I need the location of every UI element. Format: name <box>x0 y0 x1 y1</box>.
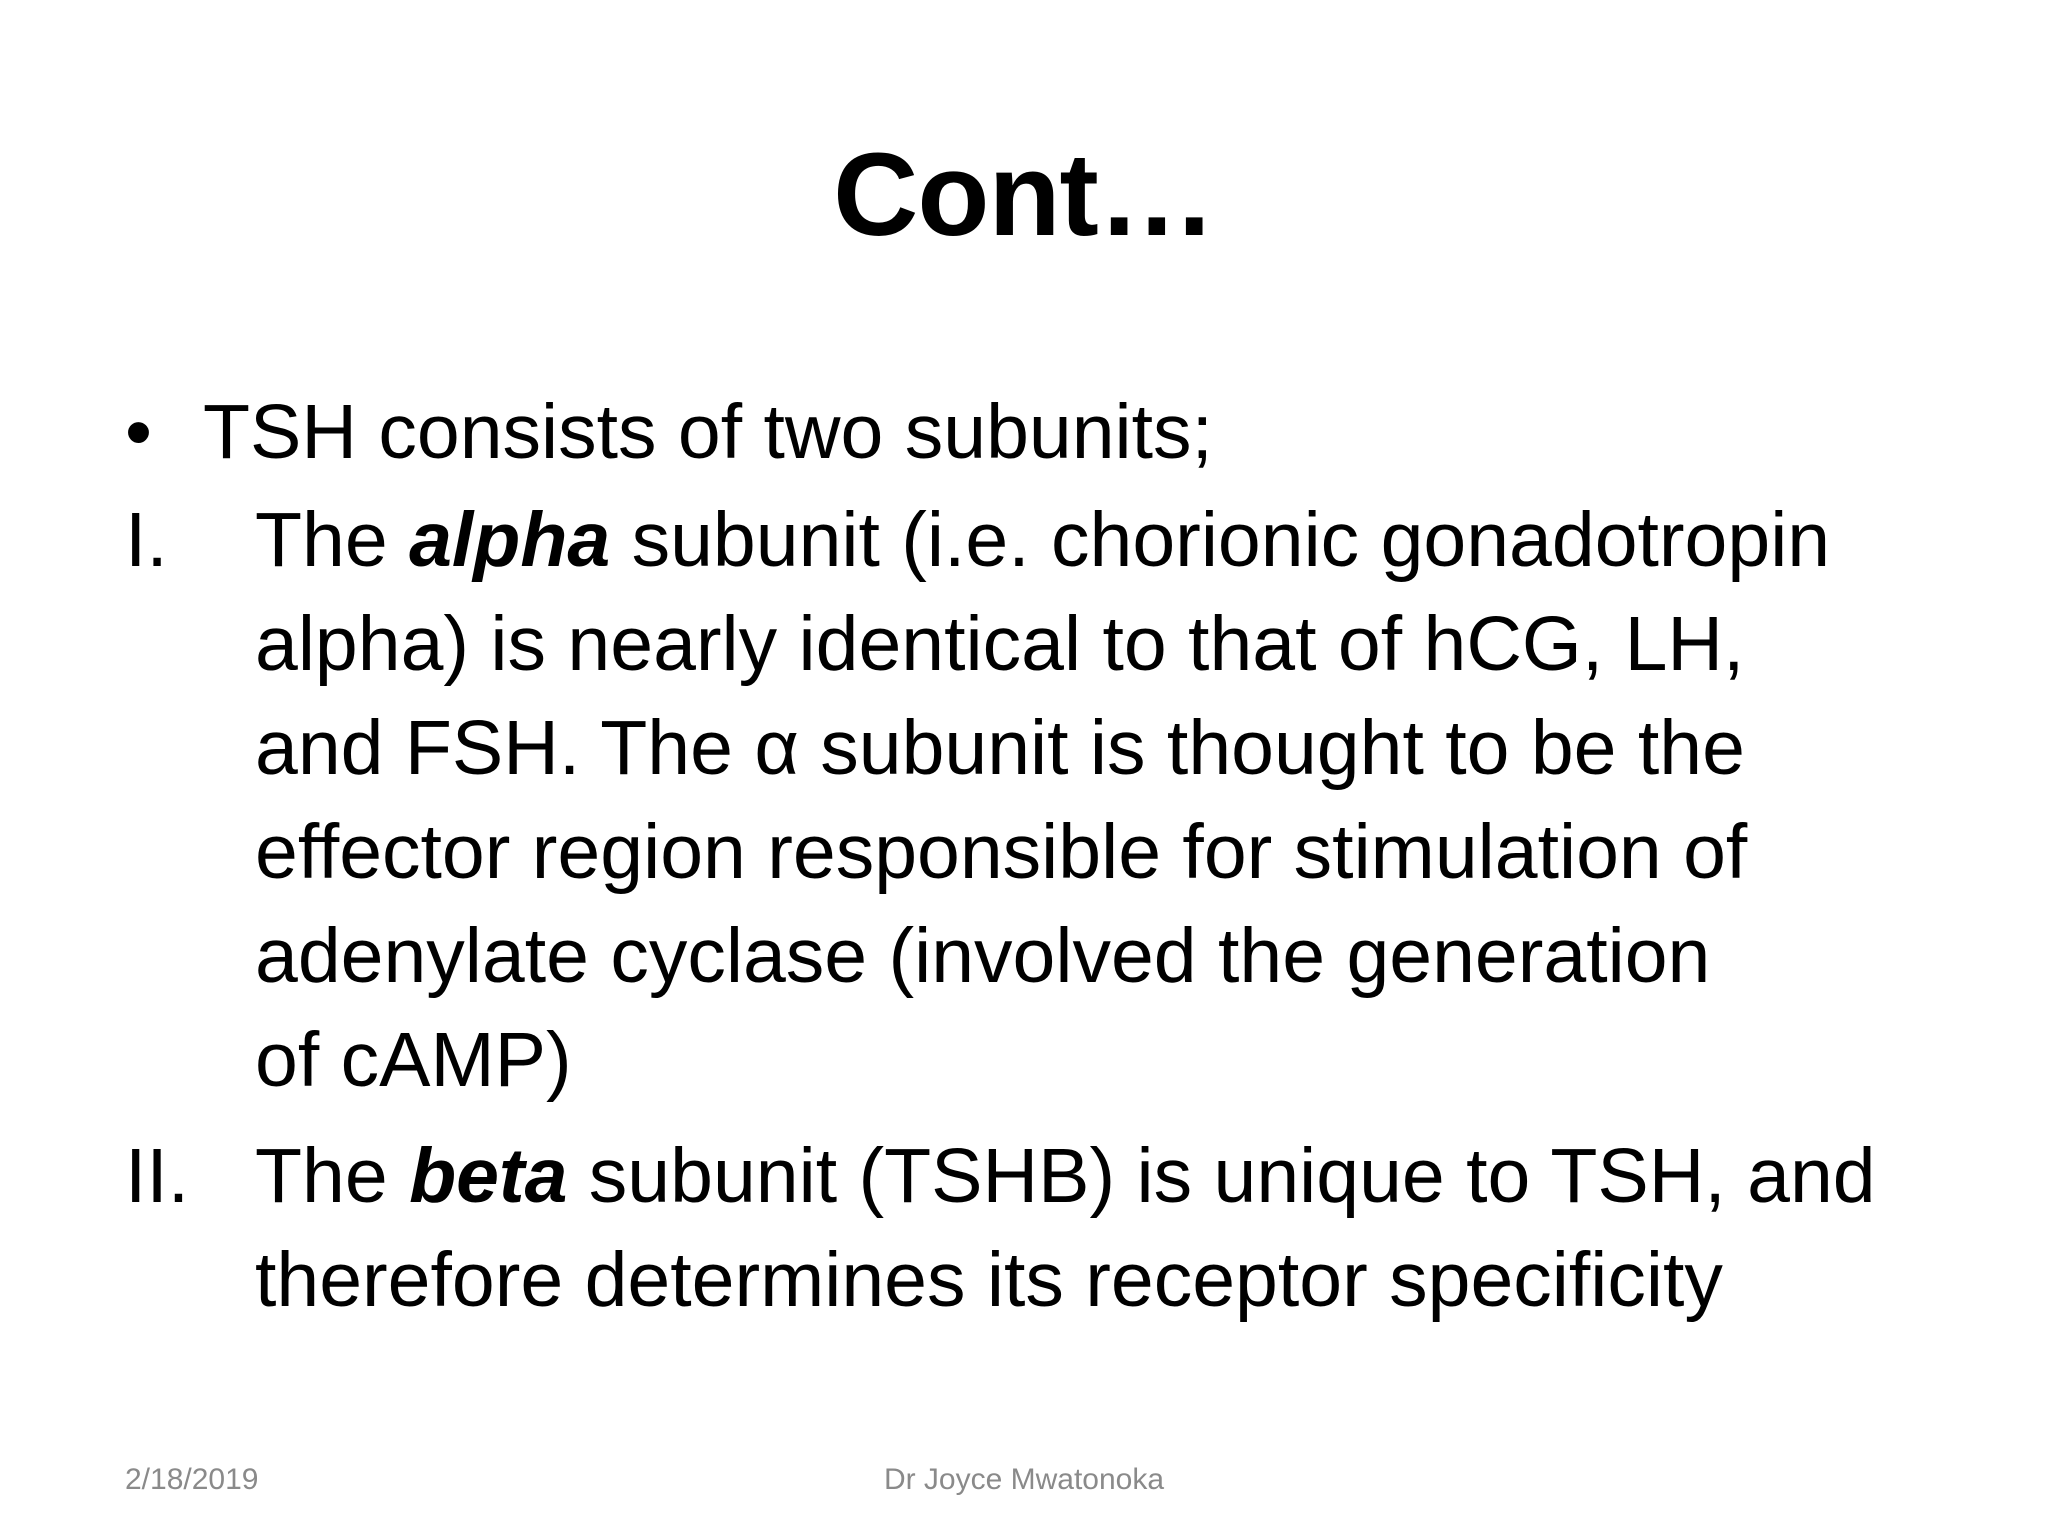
numbered-item-line: alpha) is nearly identical to that of hCG, LH, <box>255 601 1745 687</box>
numbered-item-2 <box>125 1124 1945 1332</box>
numbered-item-line: effector region responsible for stimulation of <box>255 809 1748 895</box>
numbered-item-line: of cAMP) <box>255 1017 572 1103</box>
bullet-icon: • <box>125 389 152 475</box>
numbered-item-line: therefore determines its receptor specificity <box>255 1237 1723 1323</box>
numbered-item-line: and FSH. The α subunit is thought to be the <box>255 705 1745 791</box>
footer-author: Dr Joyce Mwatonoka <box>883 1463 1165 1496</box>
text-suffix: subunit (i.e. chorionic gonadotropin <box>610 497 1831 583</box>
numbered-item-line: adenylate cyclase (involved the generation <box>255 913 1711 999</box>
numbered-item-first-line <box>255 1124 1945 1228</box>
text-prefix: The <box>255 1133 410 1219</box>
emphasis-term: beta <box>409 1133 568 1219</box>
bullet-item <box>125 380 1945 484</box>
bullet-text: TSH consists of two subunits; <box>203 389 1213 475</box>
slide-body <box>125 380 1945 1344</box>
emphasis-term: alpha <box>409 497 611 583</box>
numbered-item-1 <box>125 488 1945 1112</box>
numbered-item-marker: I. <box>125 497 168 583</box>
text-prefix: The <box>255 497 410 583</box>
slide-title: Cont… <box>833 129 1215 261</box>
footer-date: 2/18/2019 <box>125 1463 259 1496</box>
numbered-item-marker: II. <box>125 1133 190 1219</box>
text-suffix: subunit (TSHB) is unique to TSH, and <box>567 1133 1876 1219</box>
numbered-item-first-line <box>255 488 1945 592</box>
